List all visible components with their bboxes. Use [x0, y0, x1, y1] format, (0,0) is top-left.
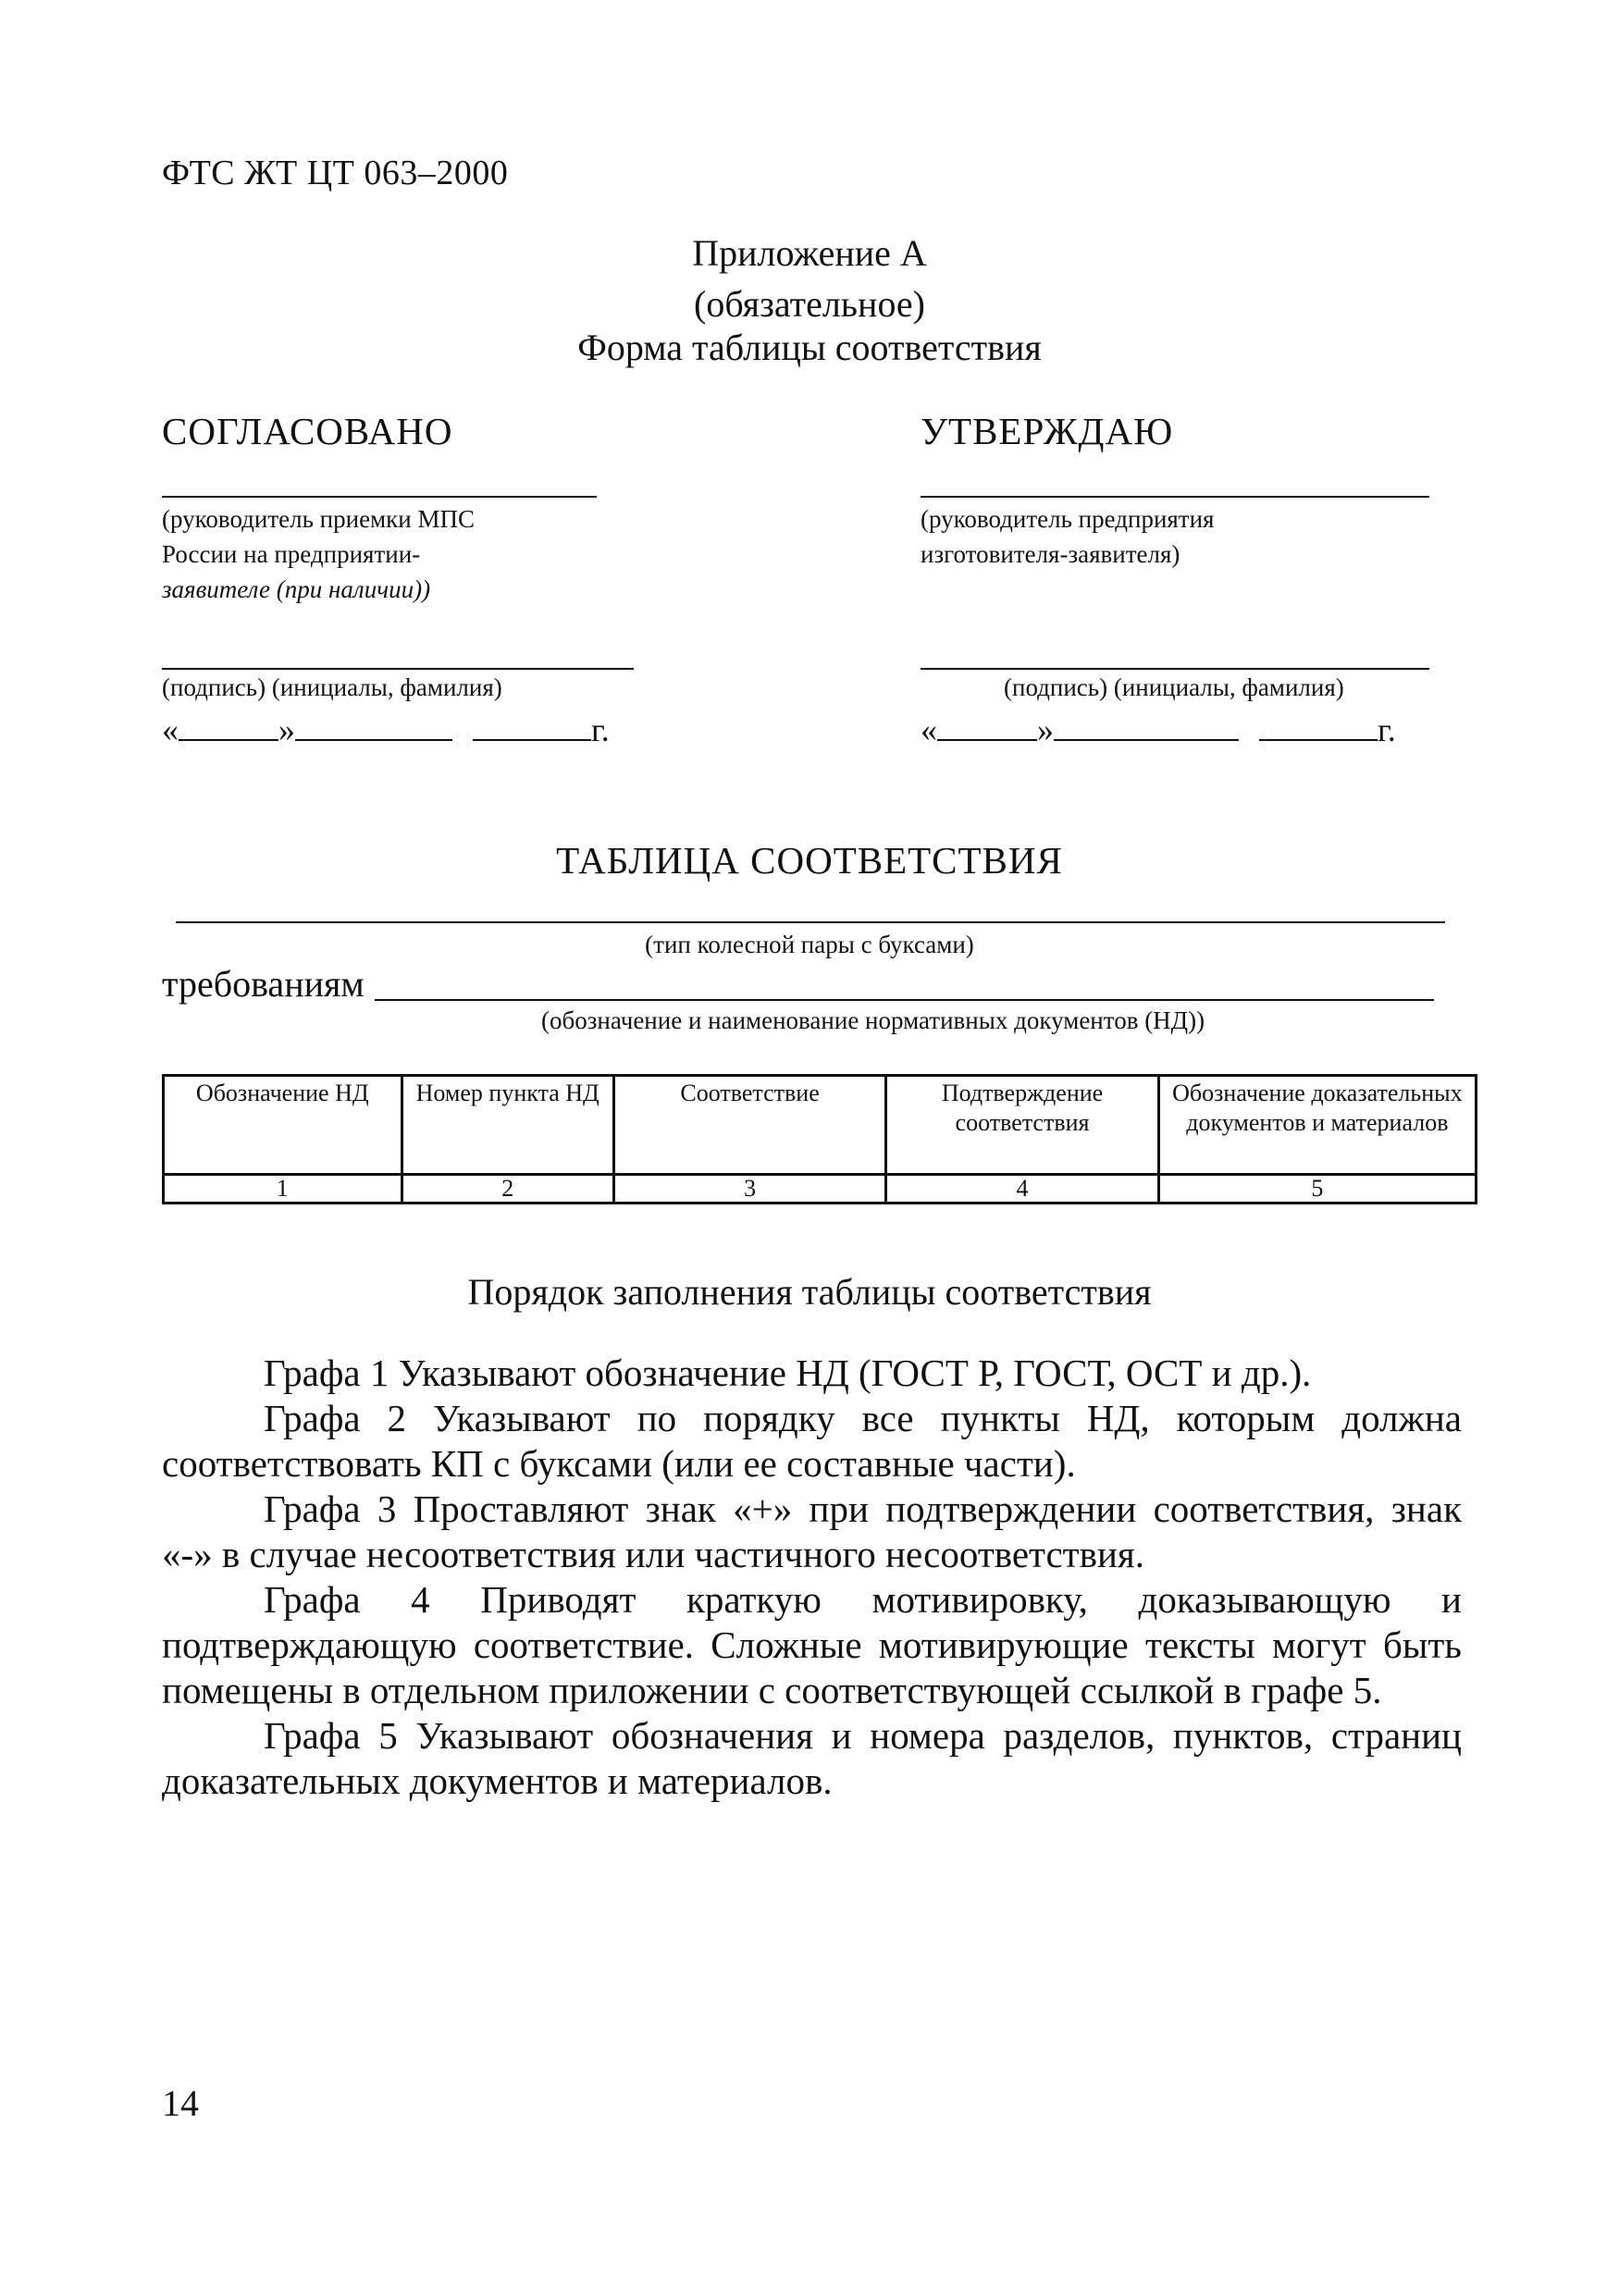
number-cell: 1: [164, 1175, 402, 1204]
agreed-role-line-1: (руководитель приемки МПС: [162, 505, 475, 533]
year-suffix: г.: [1378, 711, 1396, 748]
date-close-quote: »: [1037, 711, 1054, 748]
approve-role-line: [921, 496, 1429, 498]
approve-role-caption: [921, 501, 1214, 572]
day-blank: [179, 711, 278, 741]
header-cell: Обозначение доказательных документов и материалов: [1158, 1076, 1476, 1175]
number-cell: 5: [1158, 1175, 1476, 1204]
type-caption: (тип колесной пары с буксами): [645, 931, 974, 958]
requirements-label: требованиям: [162, 963, 365, 1005]
approve-signature-caption: (подпись) (инициалы, фамилия): [1004, 673, 1344, 701]
header-cell: Подтверждение соответствия: [886, 1076, 1159, 1175]
page-number: 14: [162, 2082, 199, 2124]
approve-date: [921, 710, 1396, 749]
agreed-role-line-3: заявителе (при наличии)): [162, 575, 431, 603]
agreed-role-line-2: России на предприятии-: [162, 540, 421, 568]
conformity-table: [162, 1074, 1477, 1204]
appendix-subtitle: Форма таблицы соответствия: [577, 327, 1042, 368]
agreed-signature-line: [162, 668, 634, 670]
agreed-role-line: [162, 496, 597, 498]
appendix-title: Приложение А: [692, 232, 927, 274]
number-cell: 2: [402, 1175, 613, 1204]
number-cell: 3: [613, 1175, 885, 1204]
appendix-status: (обязательное): [694, 283, 925, 325]
procedure-paragraphs: [162, 1351, 1462, 1804]
month-blank: [295, 711, 452, 741]
paragraph-column-1: Графа 1 Указывают обозначение НД (ГОСТ Р, ГОСТ, ОСТ и др.).: [264, 1352, 1312, 1394]
document-code: ФТС ЖТ ЦТ 063–2000: [162, 154, 509, 192]
paragraph-column-5: Графа 5 Указывают обозначения и номера разделов, пунктов, страниц доказательных документов и материалов.: [162, 1714, 1462, 1802]
nd-caption: (обозначение и наименование нормативных документов (НД)): [541, 1006, 1205, 1034]
date-open-quote: «: [921, 711, 937, 748]
month-blank: [1054, 711, 1239, 741]
day-blank: [937, 711, 1037, 741]
header-cell: Соответствие: [613, 1076, 885, 1175]
paragraph-column-2: Графа 2 Указывают по порядку все пункты НД, которым должна соответствовать КП с буксами (или ее составные части).: [162, 1397, 1462, 1485]
year-blank: [1259, 711, 1378, 741]
paragraph-column-4: Графа 4 Приводят краткую мотивировку, доказывающую и подтверждающую соответствие. Сложные мотивирующие тексты могут быть помещены в отдельном приложении с соответствующей ссылкой в графе 5.: [162, 1578, 1462, 1711]
table-title: ТАБЛИЦА СООТВЕТСТВИЯ: [556, 839, 1063, 882]
agreed-date: [162, 710, 610, 749]
agreed-heading: СОГЛАСОВАНО: [162, 410, 453, 452]
requirements-line: [375, 999, 1434, 1001]
header-cell: Номер пункта НД: [402, 1076, 613, 1175]
date-open-quote: «: [162, 711, 179, 748]
approve-heading: УТВЕРЖДАЮ: [921, 410, 1174, 452]
table-header-row: [164, 1076, 1477, 1175]
approve-role-line-1: (руководитель предприятия: [921, 505, 1215, 533]
table-number-row: [164, 1175, 1477, 1204]
approve-signature-line: [921, 668, 1429, 670]
procedure-title: Порядок заполнения таблицы соответствия: [467, 1271, 1152, 1313]
approve-role-line-2: изготовителя-заявителя): [921, 540, 1180, 568]
date-close-quote: »: [278, 711, 295, 748]
header-cell: Обозначение НД: [164, 1076, 402, 1175]
number-cell: 4: [886, 1175, 1159, 1204]
year-suffix: г.: [591, 711, 610, 748]
year-blank: [473, 711, 591, 741]
type-line: [176, 921, 1445, 923]
agreed-role-caption: [162, 501, 475, 607]
paragraph-column-3: Графа 3 Проставляют знак «+» при подтверждении соответствия, знак «-» в случае несоответствия или частичного несоответствия.: [162, 1487, 1462, 1575]
agreed-signature-caption: (подпись) (инициалы, фамилия): [162, 673, 502, 701]
